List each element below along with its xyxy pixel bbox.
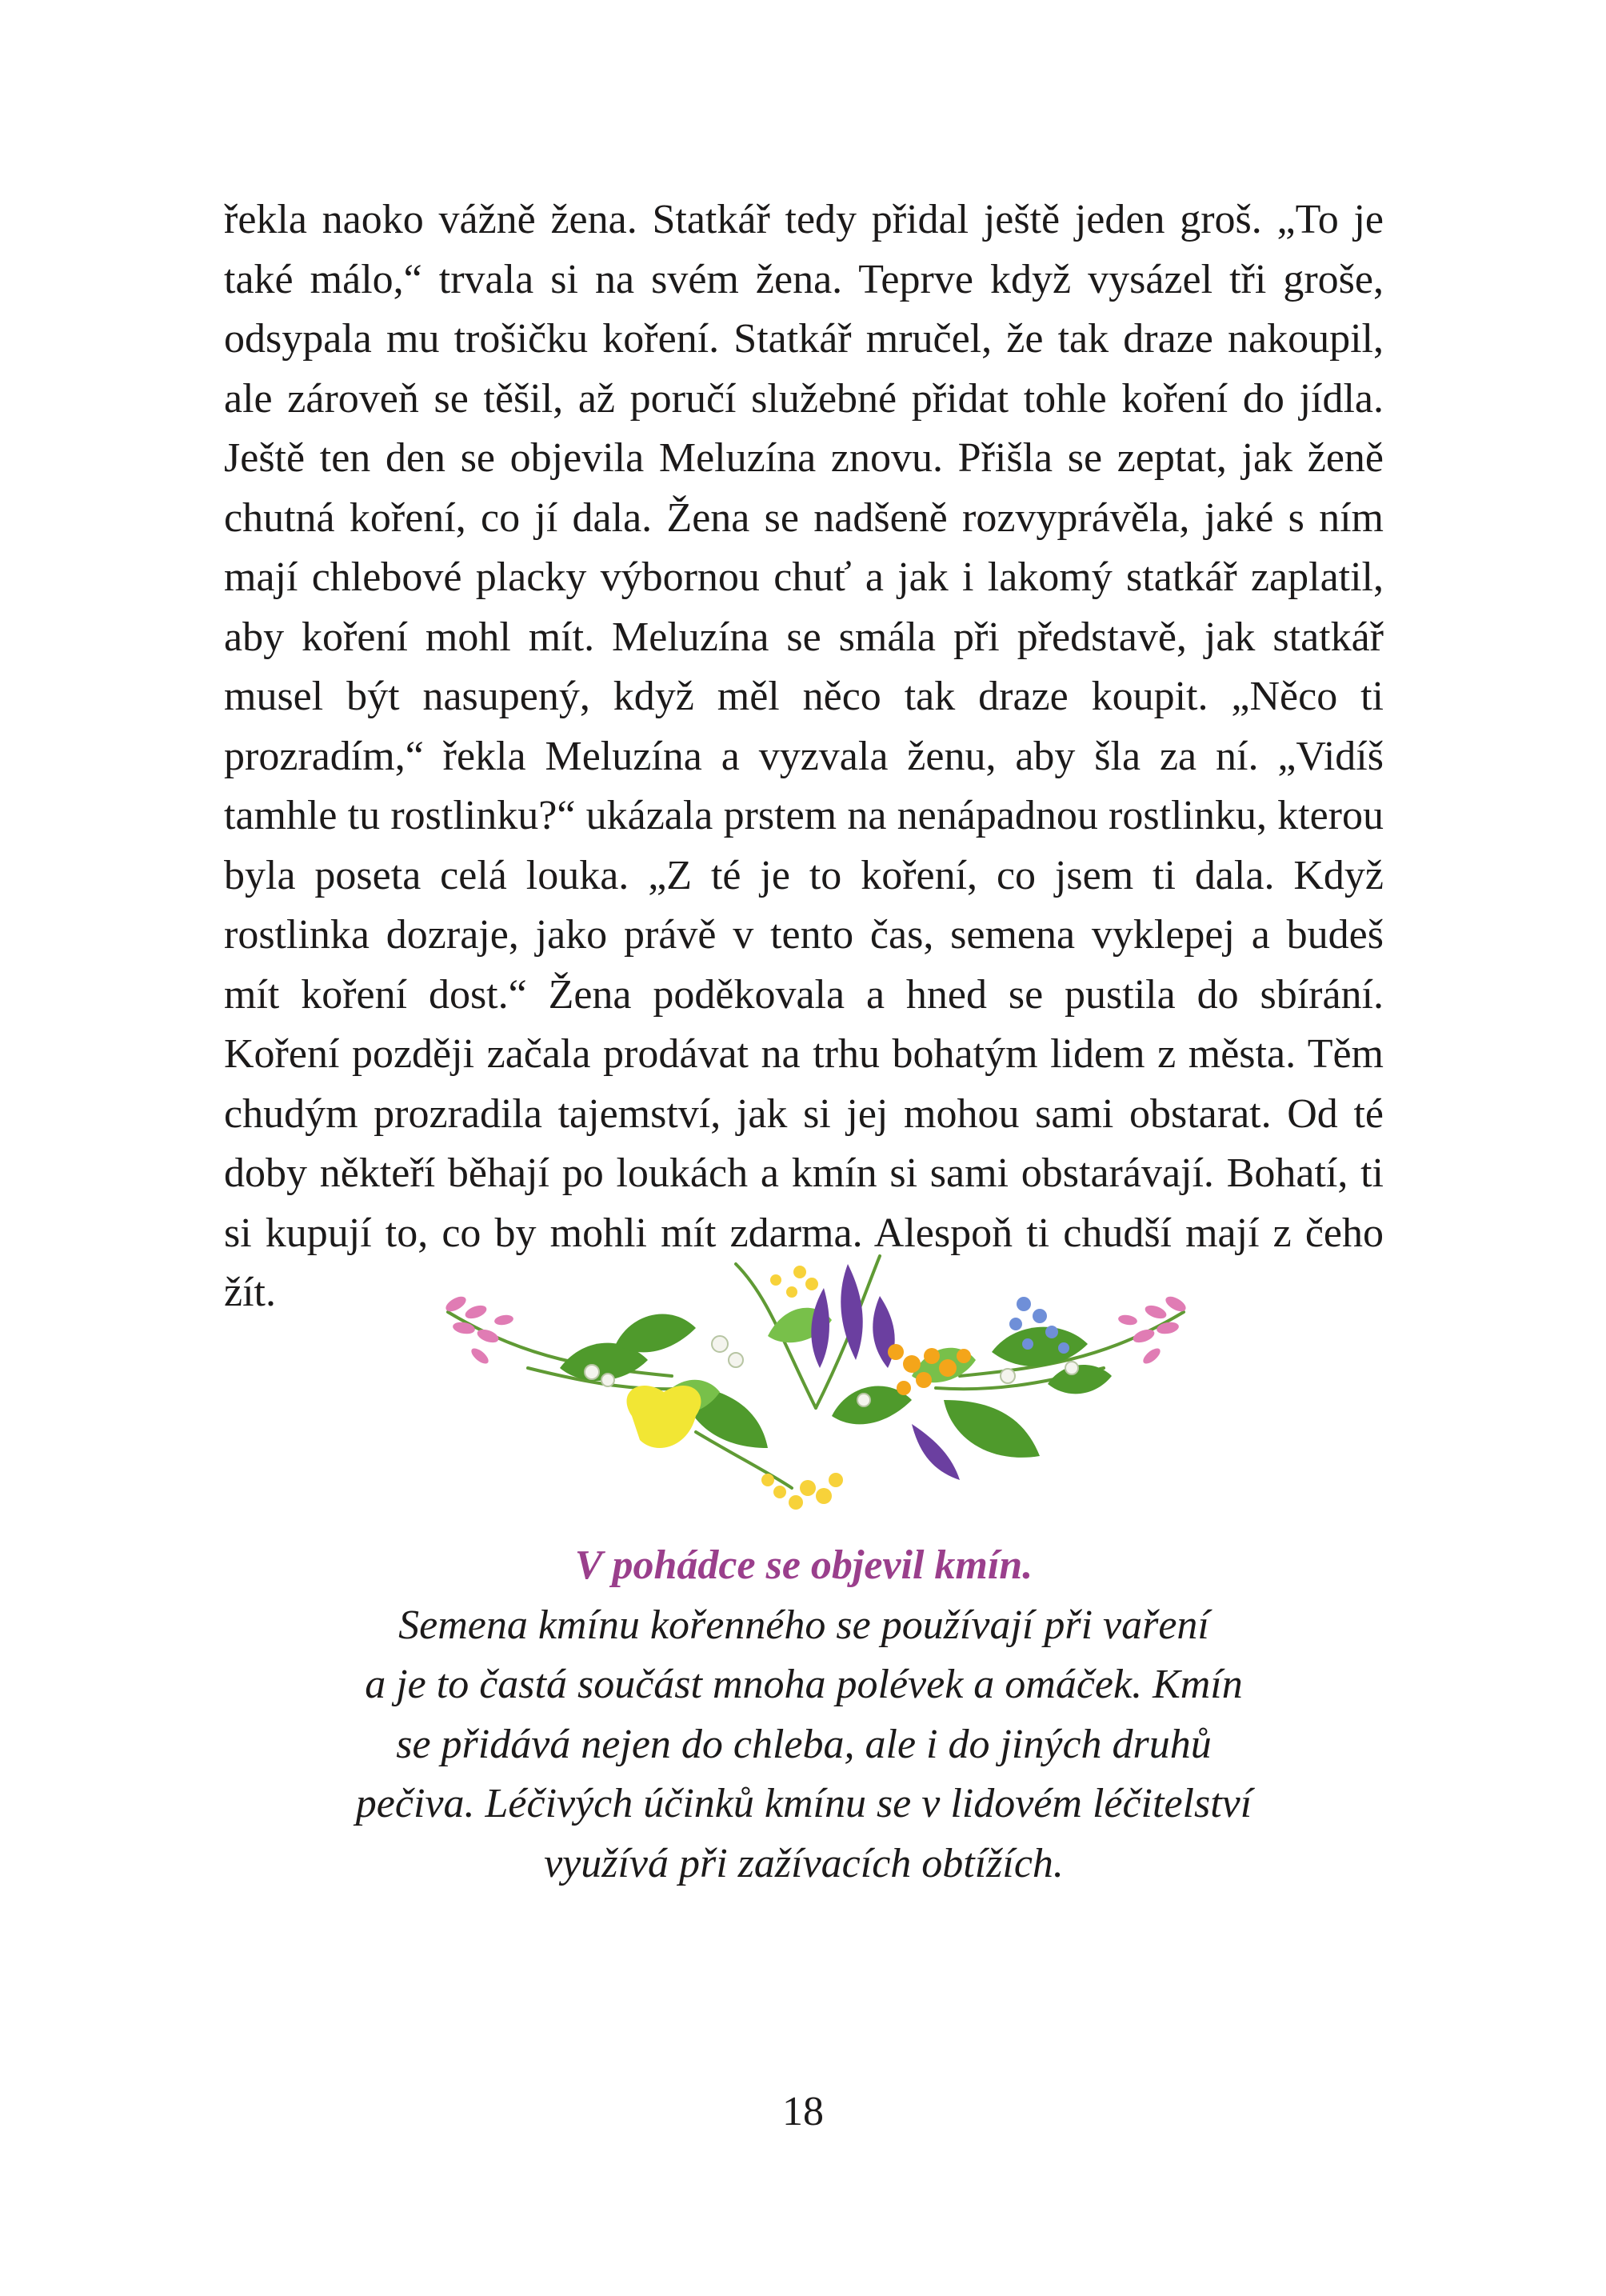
herb-info-box [240,1536,1368,1894]
info-line: pečiva. Léčivých účinků kmínu se v lidovém léčitelství [355,1781,1252,1826]
info-line: využívá při zažívacích obtížích. [544,1840,1064,1886]
wildflower-garland-icon [432,1248,1200,1512]
story-paragraph: řekla naoko vážně žena. Statkář tedy přidal ještě jeden groš. „To je také málo,“ trvala si na svém žena. Teprve když vysázel tři groše, odsypala mu trošičku koření. Statkář mručel, že tak draze nakoupil, ale zároveň se těšil, až poručí služebné přidat tohle koření do jídla. Ještě ten den se objevila Meluzína znovu. Přišla se zeptat, jak ženě chutná koření, co jí dala. Žena se nadšeně rozvyprávěla, jaké s ním mají chlebové placky výbornou chuť a jak i lakomý statkář zaplatil, aby koření mohl mít. Meluzína se smála při představě, jak statkář musel být nasupený, když měl něco tak draze koupit. „Něco ti prozradím,“ řekla Meluzína a vyzvala ženu, aby šla za ní. „Vidíš tamhle tu rostlinku?“ ukázala prstem na nenápadnou rostlinku, kterou byla poseta celá louka. „Z té je to koření, co jsem ti dala. Když rostlinka dozraje, jako právě v tento čas, semena vyklepej a budeš mít koření dost.“ Žena poděkovala a hned se pustila do sbírání. Koření později začala prodávat na trhu bohatým lidem z města. Těm chudým prozradila tajemství, jak si jej mohou sami obstarat. Od té doby někteří běhají po loukách a kmín si sami obstarávají. Bohatí, ti si kupují to, co by mohli mít zdarma. Alespoň ti chudší mají z čeho žít. [224,197,1384,1315]
info-line: se přidává nejen do chleba, ale i do jiných druhů [396,1721,1212,1767]
story-text [224,190,1384,1323]
page-number: 18 [782,2089,824,2134]
info-line: a je to častá součást mnoha polévek a omáček. Kmín [365,1662,1243,1707]
info-title: V pohádce se objevil kmín. [574,1542,1033,1588]
info-line: Semena kmínu kořenného se používají při vaření [398,1602,1209,1648]
